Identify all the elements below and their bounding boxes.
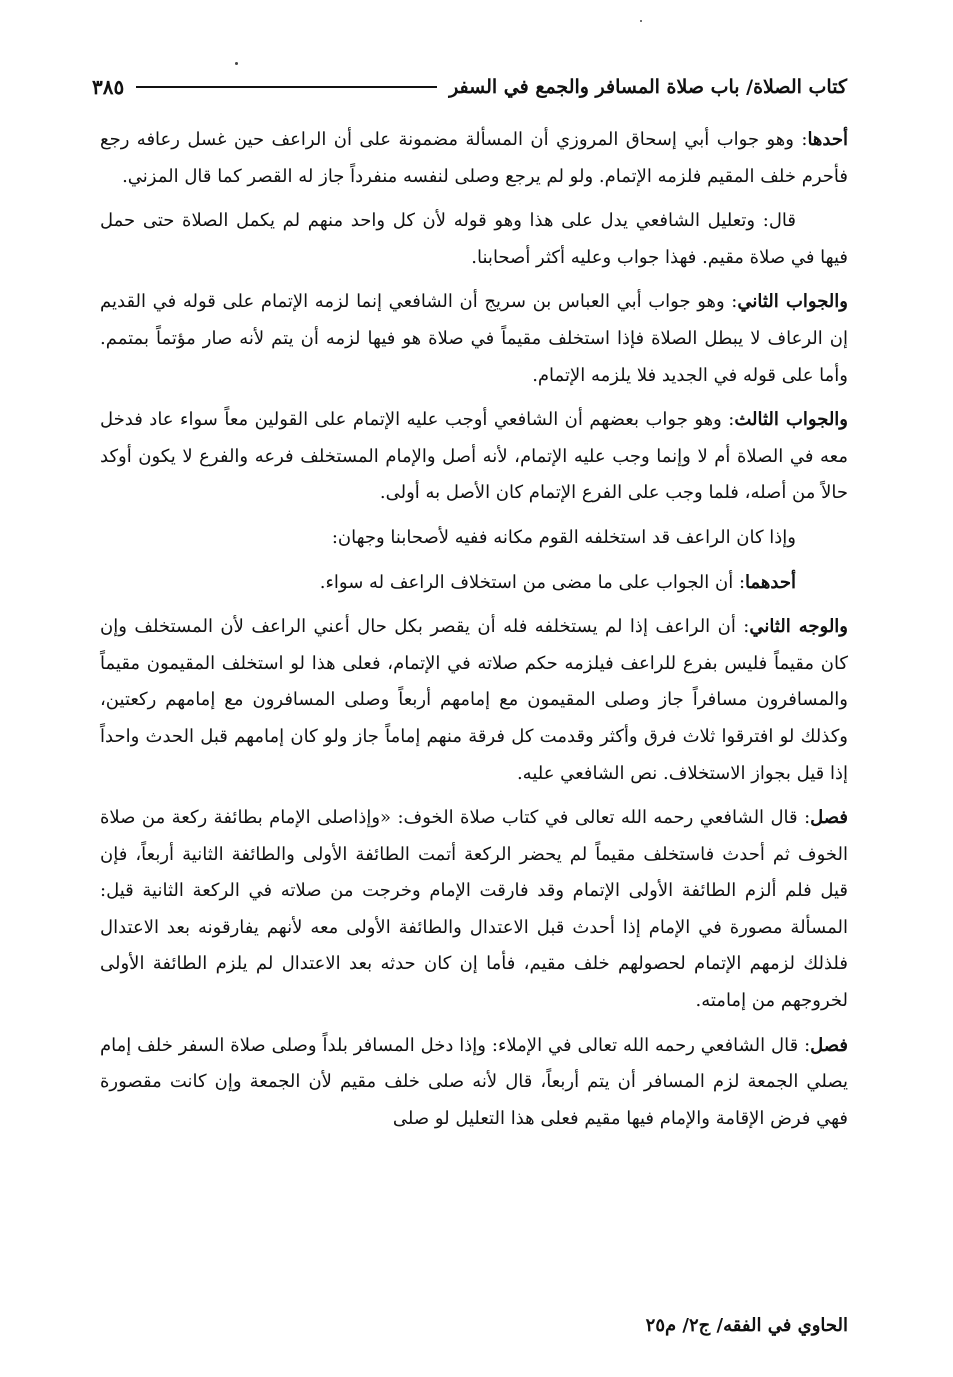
paragraph-text: : وهو جواب أبي العباس بن سريج أن الشافعي إنما لزمه الإتمام على قوله في القديم إن الرعاف لا يبطل الصلاة فإذا استخلف مقيماً في صلاة هو فيها لزمه أن يتم لأنه صار مؤتماً بمتمم. وأما على قوله في الجديد فلا يلزمه الإتمام. (100, 291, 848, 386)
paragraph-7 (100, 609, 848, 792)
paragraph-lead: فصل (810, 1034, 848, 1056)
paragraph-text: : وهو جواب أبي إسحاق المروزي أن المسألة مضمونة على أن الراعف حين غسل رعافه رجع فأحرم خلف المقيم فلزمه الإتمام. ولو لم يرجع وصلى لنفسه منفرداً جاز له القصر كما قال المزني. (100, 129, 848, 187)
paragraph-3 (100, 284, 848, 394)
paragraph-text: : قال الشافعي رحمه الله تعالى في كتاب صلاة الخوف: «وإذاصلى الإمام بطائفة ركعة من صلاة الخوف ثم أحدث فاستخلف مقيماً لم يحضر الركعة أتمت الطائفة الأولى والطائفة الثانية أربعاً، فإن قيل فلم ألزم الطائفة الأولى الإتمام وقد فارقت الإمام وخرجت من صلاته في الركعة الثانية قيل: المسألة مصورة في الإمام إذا أحدث قبل الاعتدال والطائفة الأولى معه لأنهم يفارقونه بعد الاعتدال فلذلك لزمهم الإتمام لحصولهم خلف مقيم، فأما إن كان حدثه بعد الاعتدال لم يلزم الطائفة الأولى لخروجهم من إمامته. (100, 807, 848, 1012)
paragraph-1 (100, 122, 848, 195)
paragraph-text: : قال الشافعي رحمه الله تعالى في الإملاء: وإذا دخل المسافر بلداً وصلى صلاة السفر خلف إمام يصلي الجمعة لزم المسافر أن يتم أربعاً، قال لأنه صلى خلف مقيم لأن الجمعة وإن كانت مقصورة فهي فرض الإقامة والإمام فيها مقيم فعلى هذا التعليل لو صلى (100, 1034, 848, 1129)
print-speck (235, 62, 238, 65)
paragraph-8 (100, 800, 848, 1020)
paragraph-lead: أحدها (807, 129, 848, 150)
paragraph-text: : أن الراعف إذا لم يستخلفه فله أن يقصر بكل حال أعني الراعف لأن المستخلف وإن كان مقيماً فليس بفرع للراعف فيلزمه حكم صلاته في الإتمام، فعلى هذا لو استخلف المقيمون مقيماً والمسافرون مسافراً جاز وصلى المقيمون مع إمامهم أربعاً وصلى المسافرون مع إمامهم ركعتين، وكذلك لو افترقوا ثلاث فرق وأكثر وقدمت كل فرقة منهم إماماً جاز ولو كان إمامهم قبل الحدث واحداً إذا قيل بجواز الاستخلاف. نص الشافعي عليه. (100, 616, 848, 784)
paragraph-text: : وهو جواب بعضهم أن الشافعي أوجب عليه الإتمام على القولين معاً سواء عاد فدخل معه في الصلاة أم لا وإنما وجب عليه الإتمام، لأنه أصل والإمام المستخلف فرعه والفرع لا يكون أوكد حالاً من أصله، فلما وجب على الفرع الإتمام كان الأصل به أولى. (100, 409, 848, 504)
paragraph-2 (100, 203, 848, 276)
paragraph-lead: أحدهما (745, 571, 796, 593)
paragraph-lead: والجواب الثاني (737, 291, 848, 313)
header-title: كتاب الصلاة/ باب صلاة المسافر والجمع في السفر (449, 76, 847, 98)
header-rule (136, 86, 437, 88)
paragraph-text: قال: وتعليل الشافعي يدل على هذا وهو قوله لأن كل واحد منهم لم يكمل الصلاة حتى حمل فيها في صلاة مقيم. فهذا جواب وعليه أكثر أصحابنا. (100, 210, 848, 268)
paragraph-lead: والوجه الثاني (749, 616, 848, 638)
paragraph-9 (100, 1028, 848, 1138)
paragraph-text: وإذا كان الراعف قد استخلفه القوم مكانه ففيه لأصحابنا وجهان: (331, 526, 796, 548)
paragraph-lead: والجواب الثالث (734, 409, 848, 431)
paragraph-lead: فصل (810, 807, 848, 829)
paragraph-4 (100, 402, 848, 512)
paragraph-5 (100, 520, 848, 557)
paragraph-6 (100, 565, 848, 602)
running-header (92, 70, 847, 104)
page-number: ٣٨٥ (92, 75, 125, 99)
page-body (100, 122, 848, 1145)
paragraph-text: : أن الجواب على ما مضى من استخلاف الراعف له سواء. (319, 571, 746, 593)
print-speck (640, 20, 642, 22)
volume-signature: الحاوي في الفقه/ ج٢/ م٢٥ (645, 1315, 848, 1336)
